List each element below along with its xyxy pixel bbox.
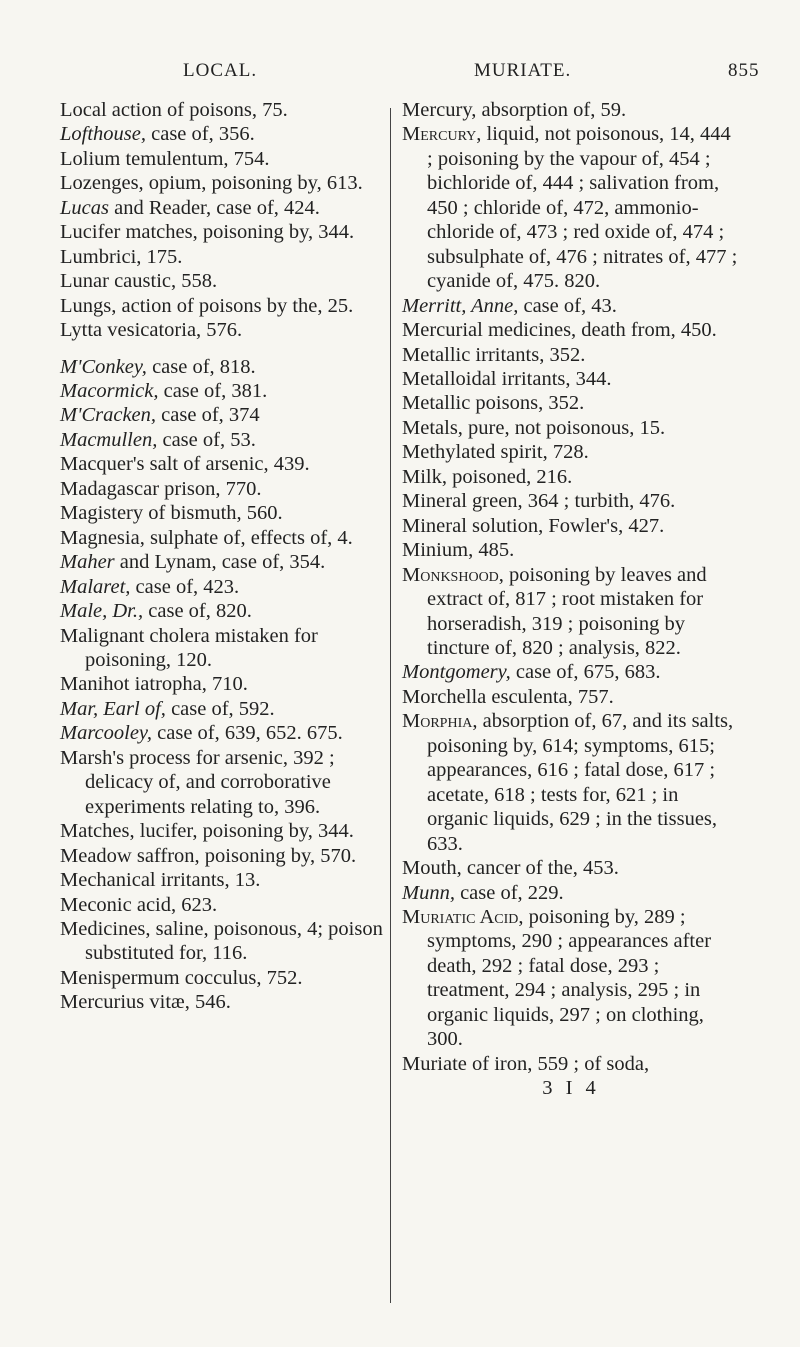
index-entry: Male, Dr., case of, 820. — [60, 600, 252, 623]
index-entry: Lytta vesicatoria, 576. — [60, 319, 243, 342]
index-entry: Matches, lucifer, poisoning by, 344. — [60, 820, 354, 843]
index-entry: Merritt, Anne, case of, 43. — [402, 294, 617, 317]
index-entry: Munn, case of, 229. — [402, 881, 564, 904]
index-entry: Marsh's process for arsenic, 392 ; delicacy of, and corroborative experiments relating to, 396. — [60, 746, 335, 818]
index-entry: Mineral green, 364 ; turbith, 476. — [402, 490, 676, 513]
index-entry: Madagascar prison, 770. — [60, 477, 262, 500]
index-entry: Milk, poisoned, 216. — [402, 465, 573, 488]
index-entry: Malignant cholera mistaken for poisoning, 120. — [60, 624, 318, 671]
index-entry: Metallic poisons, 352. — [402, 392, 585, 415]
index-entry: Mouth, cancer of the, 453. — [402, 857, 619, 880]
index-entry: Macmullen, case of, 53. — [60, 428, 256, 451]
index-entry: Mercury, absorption of, 59. — [402, 99, 627, 121]
column-divider — [390, 108, 391, 1303]
index-entry: Lucifer matches, poisoning by, 344. — [60, 221, 355, 244]
index-entry: Lunar caustic, 558. — [60, 270, 218, 293]
index-entry: M'Cracken, case of, 374 — [60, 404, 260, 427]
index-entry: Mercury, liquid, not poisonous, 14, 444 ; poisoning by the vapour of, 454 ; bichloride of, 444 ; salivation from, 450 ; chloride of, 472, ammonio-chloride of, 473 ; red oxide of, 474 ; subsulphate of, 476 ; nitrates of, 477 ; cyanide of, 475. 820. — [402, 123, 738, 293]
running-head-left: LOCAL. — [183, 60, 258, 81]
index-entry: Magnesia, sulphate of, effects of, 4. — [60, 526, 353, 549]
index-entry: Mercurius vitæ, 546. — [60, 991, 231, 1014]
index-entry: Lungs, action of poisons by the, 25. — [60, 294, 354, 317]
index-entry: Marcooley, case of, 639, 652. 675. — [60, 722, 343, 745]
index-entry: Metals, pure, not poisonous, 15. — [402, 416, 666, 439]
index-entry: Mechanical irritants, 13. — [60, 869, 261, 892]
index-entry: Muriate of iron, 559 ; of soda, — [402, 1052, 650, 1075]
index-entry: Morphia, absorption of, 67, and its salts, poisoning by, 614; symptoms, 615; appearances, 616 ; fatal dose, 617 ; acetate, 618 ; tests for, 621 ; in organic liquids, 629 ; in the tissues, 633. — [402, 710, 734, 855]
index-entry: Meadow saffron, poisoning by, 570. — [60, 844, 357, 867]
index-entry: Meconic acid, 623. — [60, 893, 218, 916]
index-entry: Mercurial medicines, death from, 450. — [402, 319, 717, 342]
index-entry: Macquer's salt of arsenic, 439. — [60, 453, 310, 476]
index-entry: Local action of poisons, 75. — [60, 99, 288, 121]
page-number: 855 — [728, 60, 760, 81]
index-entry: Minium, 485. — [402, 539, 515, 562]
index-entry: Lolium temulentum, 754. — [60, 147, 270, 170]
index-entry: Mar, Earl of, case of, 592. — [60, 697, 275, 720]
index-entry: Malaret, case of, 423. — [60, 575, 240, 598]
index-entry: Metallic irritants, 352. — [402, 343, 586, 366]
index-entry: Montgomery, case of, 675, 683. — [402, 661, 661, 684]
index-entry: Lucas and Reader, case of, 424. — [60, 196, 320, 219]
index-entry: Mineral solution, Fowler's, 427. — [402, 514, 665, 537]
index-entry: Methylated spirit, 728. — [402, 441, 589, 464]
index-entry: Magistery of bismuth, 560. — [60, 502, 283, 525]
index-column-left — [60, 98, 400, 1015]
running-head-middle: MURIATE. — [474, 60, 572, 81]
signature-mark: 3 I 4 — [542, 1077, 600, 1100]
index-entry: Manihot iatropha, 710. — [60, 673, 248, 696]
index-entry: Maher and Lynam, case of, 354. — [60, 551, 326, 574]
index-entry: Medicines, saline, poisonous, 4; poison substituted for, 116. — [60, 917, 383, 965]
index-entry: Lofthouse, case of, 356. — [60, 123, 255, 146]
index-entry: Menispermum cocculus, 752. — [60, 966, 303, 989]
index-column-right — [402, 98, 740, 1101]
index-entry: Lumbrici, 175. — [60, 245, 183, 268]
index-entry: Lozenges, opium, poisoning by, 613. — [60, 172, 363, 195]
index-entry: Metalloidal irritants, 344. — [402, 367, 612, 390]
index-entry: Muriatic Acid, poisoning by, 289 ; symptoms, 290 ; appearances after death, 292 ; fatal dose, 293 ; treatment, 294 ; analysis, 295 ; in organic liquids, 297 ; on clothing, 300. — [402, 905, 712, 1051]
index-entry: Morchella esculenta, 757. — [402, 685, 614, 708]
index-entry: Monkshood, poisoning by leaves and extract of, 817 ; root mistaken for horseradish, 319 ; poisoning by tincture of, 820 ; analysis, 822. — [402, 563, 707, 659]
index-entry: M'Conkey, case of, 818. — [60, 355, 256, 378]
index-entry: Macormick, case of, 381. — [60, 379, 268, 402]
